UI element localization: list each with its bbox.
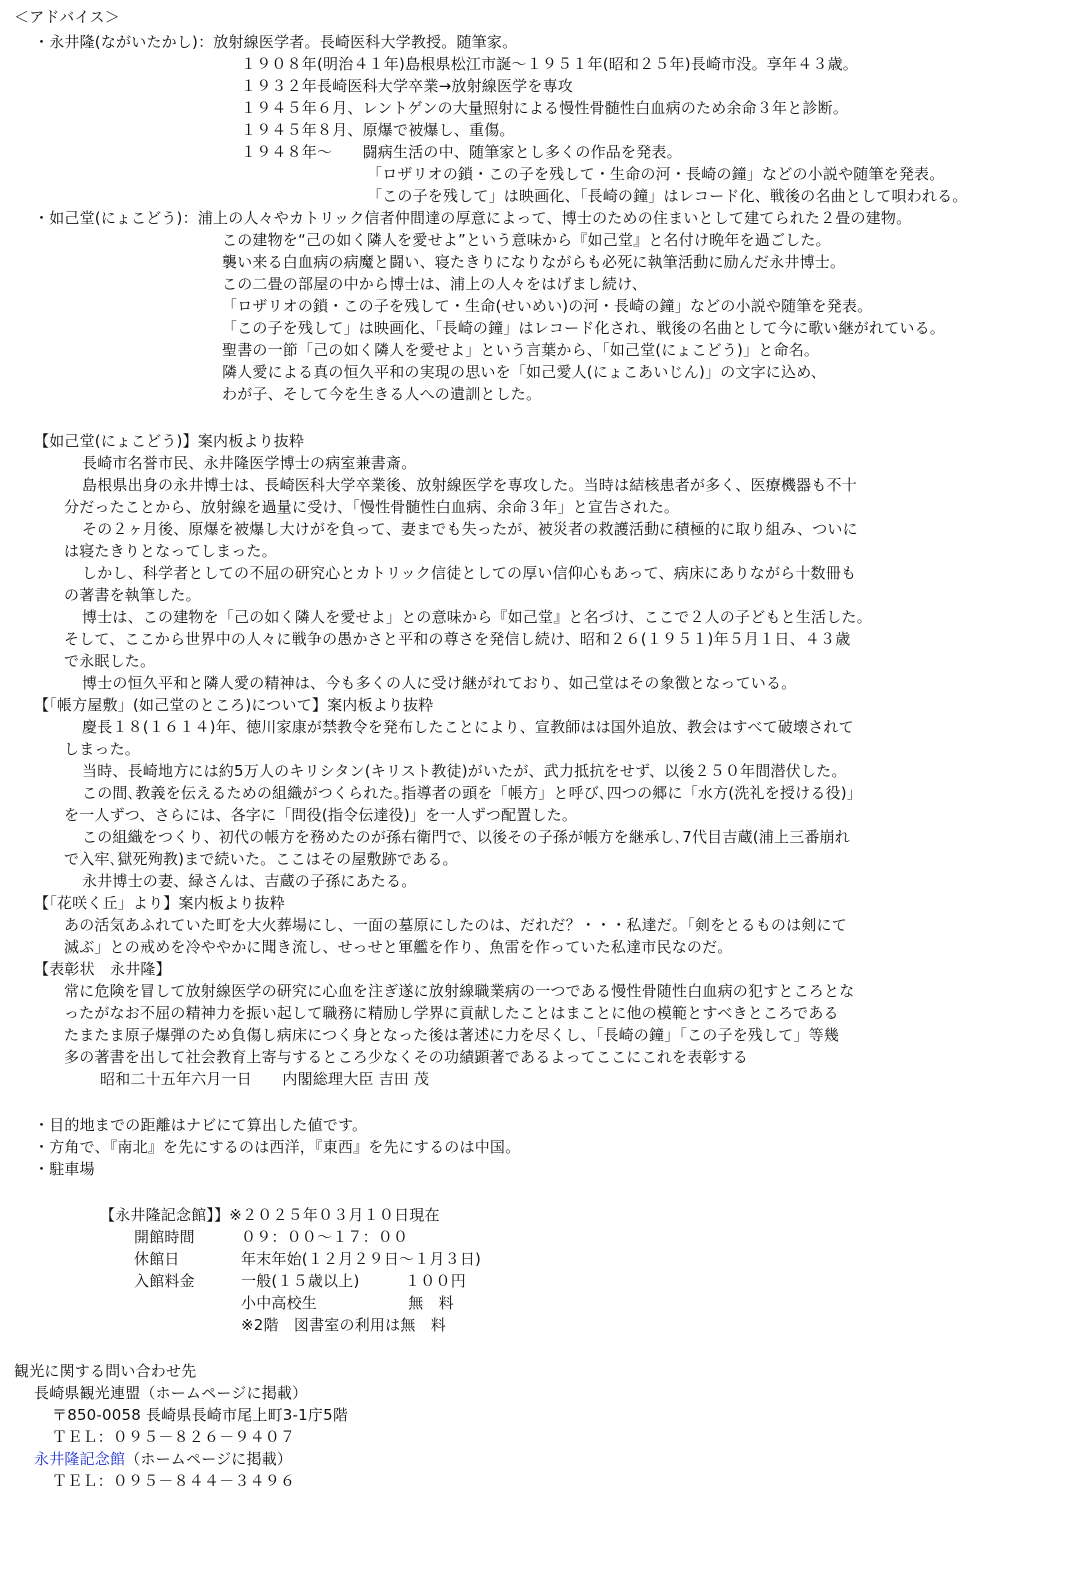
nyokodo-line: 聖書の一節「己の如く隣人を愛せよ」という言葉から、「如己堂(にょこどう)」と命名。 — [222, 341, 820, 359]
museum-homepage-link[interactable]: 永井隆記念館 — [34, 1450, 126, 1468]
contact-org2 — [34, 1448, 292, 1470]
section-line: その２ヶ月後、原爆を被爆し大けがを負って、妻までも失ったが、被災者の救護活動に積極的に取り組み、ついに — [82, 520, 858, 538]
note-line: ・目的地までの距離はナビにて算出した値です。 — [34, 1116, 368, 1134]
contact-heading: 観光に関する問い合わせ先 — [14, 1362, 197, 1380]
fee-label: 入館料金 — [134, 1272, 195, 1290]
section-line: 多の著書を出して社会教育上寄与するところ少なくその功績顕著であるよってここにこれを表彰する — [64, 1048, 749, 1066]
section-title-chokata: 【「帳方屋敷」(如己堂のところ)について】案内板より抜粋 — [34, 696, 434, 714]
contact-org1-address: 〒850-0058 長崎県長崎市尾上町3-1庁5階 — [52, 1406, 349, 1424]
section-line: あの活気あふれていた町を大火葬場にし、一面の墓原にしたのは、だれだ？・・・私達だ。「剣をとるものは剣にて — [64, 916, 847, 934]
nagai-line: １９３２年長崎医科大学卒業→放射線医学を専攻 — [241, 77, 573, 95]
section-line: 常に危険を冒して放射線医学の研究に心血を注ぎ遂に放射線職業病の一つである慢性骨随性白血病の犯すところとな — [64, 982, 855, 1000]
fee-students: 小中高校生 無 料 — [241, 1294, 454, 1312]
nagai-profile-label: ・永井隆(ながいたかし)：放射線医学者。長崎医科大学教授。随筆家。 — [34, 33, 518, 51]
nyokodo-profile-label: ・如己堂(にょこどう)：浦上の人々やカトリック信者仲間達の厚意によって、博士のための住まいとして建てられた２畳の建物。 — [34, 209, 912, 227]
note-line: ・駐車場 — [34, 1160, 95, 1178]
section-line: 当時、長崎地方には約5万人のキリシタン(キリスト教徒)がいたが、武力抵抗をせず、以後２５０年間潜伏した。 — [82, 762, 847, 780]
section-line: 博士の恒久平和と隣人愛の精神は、今も多くの人に受け継がれており、如己堂はその象徴となっている。 — [82, 674, 797, 692]
nyokodo-line: この二畳の部屋の中から博士は、浦上の人々をはげまし続け、 — [222, 275, 648, 293]
section-line: 滅ぶ」との戒めを冷ややかに聞き流し、せっせと軍艦を作り、魚雷を作っていた私達市民なのだ。 — [64, 938, 733, 956]
nagai-line: 「ロザリオの鎖・この子を残して・生命の河・長崎の鐘」などの小説や随筆を発表。 — [367, 165, 945, 183]
fee-note: ※2階 図書室の利用は無 料 — [241, 1316, 446, 1334]
contact-org2-suffix: （ホームページに掲載） — [125, 1450, 293, 1468]
contact-org1: 長崎県観光連盟（ホームページに掲載） — [34, 1384, 308, 1402]
section-line: しまった。 — [64, 740, 141, 758]
section-line: は寝たきりとなってしまった。 — [64, 542, 277, 560]
hours-value: ０９：００～１７：００ — [241, 1228, 409, 1246]
section-line: の著書を執筆した。 — [64, 586, 201, 604]
nagai-line: １９４５年６月、レントゲンの大量照射による慢性骨髄性白血病のため余命３年と診断。 — [241, 99, 849, 117]
section-line: 博士は、この建物を「己の如く隣人を愛せよ」との意味から『如己堂』と名づけ、ここで２人の子どもと生活した。 — [82, 608, 872, 626]
closed-label: 休館日 — [134, 1250, 180, 1268]
museum-title: 【永井隆記念館】】※２０２５年０３月１０日現在 — [100, 1206, 440, 1224]
nyokodo-line: 「ロザリオの鎖・この子を残して・生命(せいめい)の河・長崎の鐘」などの小説や随筆を発表。 — [222, 297, 873, 315]
contact-org2-tel: ＴＥＬ：０９５－８４４－３４９６ — [52, 1472, 296, 1490]
section-line: ったがなお不屈の精神力を振い起して職務に精励し学界に貢献したことはまことに他の模範とすべきところである — [64, 1004, 839, 1022]
section-line: 長崎市名誉市民、永井隆医学博士の病室兼書斎。 — [82, 454, 417, 472]
section-line: で永眠した。 — [64, 652, 156, 670]
closed-value: 年末年始(１２月２９日～１月３日) — [241, 1250, 482, 1268]
section-line: この間､教義を伝えるための組織がつくられた｡指導者の頭を「帳方」と呼び､四つの郷に「水方(洗礼を授ける役)」 — [82, 784, 863, 802]
section-title-hanasaku: 【「花咲く丘」より】案内板より抜粋 — [34, 894, 285, 912]
section-line: たまたま原子爆弾のため負傷し病床につく身となった後は著述に力を尽くし、「長崎の鐘」「この子を残して」等幾 — [64, 1026, 840, 1044]
section-line: 島根県出身の永井博士は、長崎医科大学卒業後、放射線医学を専攻した。当時は結核患者が多く、医療機器も不十 — [82, 476, 857, 494]
nagai-line: １９４５年８月、原爆で被爆し、重傷。 — [241, 121, 515, 139]
award-signature: 昭和二十五年六月一日 内閣総理大臣 吉田 茂 — [100, 1070, 430, 1088]
section-line: を一人ずつ、さらには、各字に「問役(指令伝達役)」を一人ずつ配置した。 — [64, 806, 578, 824]
section-title-nyokodo: 【如己堂(にょこどう)】案内板より抜粋 — [34, 432, 305, 450]
fee-general: 一般(１５歳以上) １００円 — [241, 1272, 466, 1290]
hours-label: 開館時間 — [134, 1228, 195, 1246]
nyokodo-line: わが子、そして今を生きる人への遺訓とした。 — [222, 385, 542, 403]
nyokodo-line: 「この子を残して」は映画化、「長崎の鐘」はレコード化され、戦後の名曲として今に歌い継がれている。 — [222, 319, 946, 337]
section-line: そして、ここから世界中の人々に戦争の愚かさと平和の尊さを発信し続け、昭和２６(１９５１)年５月１日、４３歳 — [64, 630, 851, 648]
section-line: 永井博士の妻、緑さんは、吉蔵の子孫にあたる。 — [82, 872, 417, 890]
section-line: 慶長１８(１６１４)年、徳川家康が禁教令を発布したことにより、宣教師はは国外追放、教会はすべて破壊されて — [82, 718, 854, 736]
contact-org1-tel: ＴＥＬ：０９５－８２６－９４０７ — [52, 1428, 296, 1446]
nagai-line: 「この子を残して」は映画化、「長崎の鐘」はレコード化、戦後の名曲として唄われる。 — [367, 187, 968, 205]
section-title-award: 【表彰状 永井隆】 — [34, 960, 171, 978]
nyokodo-line: 襲い来る白血病の病魔と闘い、寝たきりになりながらも必死に執筆活動に励んだ永井博士。 — [222, 253, 846, 271]
nagai-line: １９４８年～ 闘病生活の中、随筆家とし多くの作品を発表。 — [241, 143, 682, 161]
note-line: ・方角で、『南北』を先にするのは西洋，『東西』を先にするのは中国。 — [34, 1138, 521, 1156]
section-line: この組織をつくり、初代の帳方を務めたのが孫右衛門で、以後その子孫が帳方を継承し､7代目吉蔵(浦上三番崩れ — [82, 828, 851, 846]
section-line: で入牢､獄死殉教)まで続いた。ここはその屋敷跡である。 — [64, 850, 458, 868]
section-line: しかし、科学者としての不屈の研究心とカトリック信徒としての厚い信仰心もあって、病床にありながら十数冊も — [82, 564, 857, 582]
nyokodo-line: 隣人愛による真の恒久平和の実現の思いを「如己愛人(にょこあいじん)」の文字に込め、 — [222, 363, 827, 381]
section-line: 分だったことから、放射線を過量に受け、「慢性骨髄性白血病、余命３年」と宣告された。 — [64, 498, 680, 516]
advice-heading: ＜アドバイス＞ — [14, 8, 120, 26]
nyokodo-line: この建物を“己の如く隣人を愛せよ”という意味から『如己堂』と名付け晩年を過ごした。 — [222, 231, 831, 249]
nagai-line: １９０８年(明治４１年)島根県松江市誕～１９５１年(昭和２５年)長崎市没。享年４３歳。 — [241, 55, 859, 73]
